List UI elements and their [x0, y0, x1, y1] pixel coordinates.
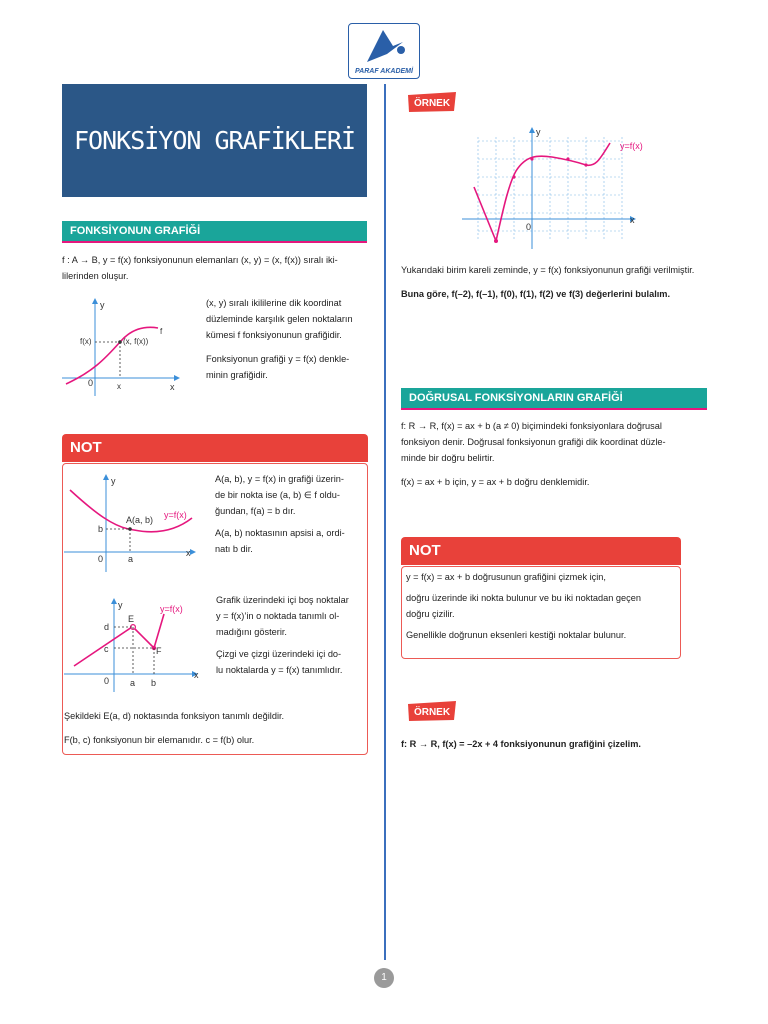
- logo-text: PARAF AKADEMİ: [355, 68, 413, 75]
- logo: [348, 23, 420, 79]
- origin-label: 0: [98, 554, 104, 564]
- linear-definition-text: f: R → R, f(x) = ax + b (a ≠ 0) biçimindeki fonksiyonlara doğrusal fonksiyon denir. Doğrusal fonksiyonun grafiği dik koordinat düzle- minde bir doğru belirtir. f(x) = ax + b için, y = ax + b doğru denklemidir.: [401, 421, 666, 487]
- a-label: a: [130, 678, 136, 688]
- section-header-linear: DOĞRUSAL FONKSİYONLARIN GRAFİĞİ: [401, 388, 707, 408]
- axis-label-y: y: [536, 127, 541, 137]
- axis-label-x: x: [194, 670, 199, 680]
- column-divider: [384, 84, 386, 960]
- point-on-graph-figure: [64, 472, 204, 572]
- origin-label: 0: [104, 676, 110, 686]
- axis-label-y: y: [118, 600, 123, 610]
- title-banner: [62, 84, 367, 197]
- ornek1-text: Yukarıdaki birim kareli zeminde, y = f(x) fonksiyonunun grafiği verilmiştir. Buna göre, f(–2), f(–1), f(0), f(1), f(2) ve f(3) değerlerini bulalım.: [401, 265, 695, 299]
- point-explanation-text: A(a, b), y = f(x) in grafiği üzerin- de bir nokta ise (a, b) ∈ f oldu- ğundan, f(a) = b dır. A(a, b) noktasının apsisi a, ordi- natı b dir.: [215, 474, 345, 554]
- not-header-1: NOT: [62, 434, 368, 462]
- unit-grid-figure: [460, 125, 645, 250]
- not2-text: y = f(x) = ax + b doğrusunun grafiğini çizmek için, doğru üzerinde iki nokta bulunur ve bu iki noktadan geçen doğru çizilir. Genellikle doğrunun eksenleri kestiği noktalar bulunur.: [406, 572, 641, 640]
- ornek2-text: f: R → R, f(x) = –2x + 4 fonksiyonunun grafiğini çizelim.: [401, 739, 641, 749]
- section-underline: [62, 241, 367, 243]
- point-f-label: F: [156, 646, 162, 656]
- b-label: b: [98, 524, 104, 534]
- page-number: 1: [374, 968, 394, 988]
- definition-note-text: Şekildeki E(a, d) noktasında fonksiyon tanımlı değildir. F(b, c) fonksiyonun bir elemanıdır. c = f(b) olur.: [64, 711, 285, 745]
- x-value-label: x: [117, 382, 121, 391]
- section-underline: [401, 408, 707, 410]
- fx-label: y=f(x): [620, 141, 643, 151]
- fx-label: f(x): [80, 337, 92, 346]
- point-e-label: E: [128, 614, 135, 624]
- ornek-label: ÖRNEK: [413, 707, 451, 718]
- empty-point-figure: [64, 596, 204, 692]
- axis-label-x: x: [630, 215, 635, 225]
- c-label: c: [104, 644, 109, 654]
- intro-text: f : A → B, y = f(x) fonksiyonunun elemanları (x, y) = (x, f(x)) sıralı iki- lilerinden oluşur.: [62, 255, 338, 281]
- point-a-label: A(a, b): [126, 515, 154, 525]
- b-label: b: [151, 678, 157, 688]
- d-label: d: [104, 622, 110, 632]
- origin-label: 0: [88, 378, 94, 388]
- function-graph-figure: [62, 296, 182, 396]
- axis-label-y: y: [111, 476, 116, 486]
- section-header-graph: FONKSİYONUN GRAFİĞİ: [62, 221, 367, 241]
- axis-label-x: x: [186, 548, 191, 558]
- fx-label: y=f(x): [164, 510, 187, 520]
- not-header-2: NOT: [401, 537, 681, 565]
- a-label: a: [128, 554, 134, 564]
- empty-point-explanation-text: Grafik üzerindeki içi boş noktalar y = f(x)’in o noktada tanımlı ol- madığını gösterir. Çizgi ve çizgi üzerindeki içi do- lu noktalarda y = f(x) tanımlıdır.: [216, 595, 349, 675]
- logo-arrow-icon: [363, 28, 407, 64]
- origin-label: 0: [526, 222, 532, 232]
- fx-label: y=f(x): [160, 604, 183, 614]
- point-label: (x, f(x)): [123, 337, 149, 346]
- graph-definition-text: (x, y) sıralı ikililerine dik koordinat düzleminde karşılık gelen noktaların kümesi f fonksiyonunun grafiğidir. Fonksiyonun grafiği y = f(x) denkle- minin grafiğidir.: [206, 298, 353, 380]
- ornek-badge-2: [406, 700, 458, 722]
- ornek-label: ÖRNEK: [413, 98, 451, 109]
- ornek-badge-1: [406, 91, 458, 113]
- curve-label: f: [160, 327, 163, 336]
- axis-label-y: y: [100, 300, 105, 310]
- page-title: FONKSİYON GRAFİKLERİ: [73, 126, 356, 155]
- axis-label-x: x: [170, 382, 175, 392]
